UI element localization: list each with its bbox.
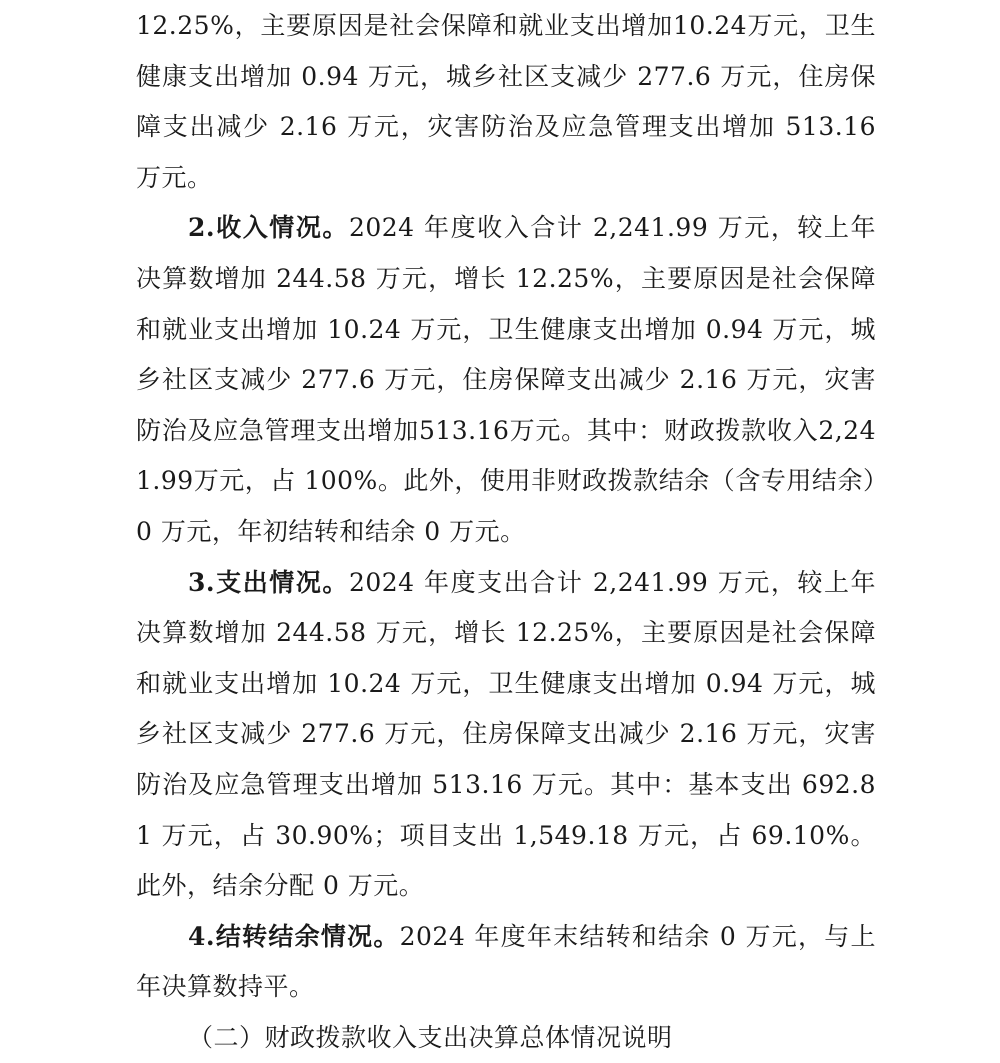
paragraph-heading: 2.收入情况。 <box>188 213 349 243</box>
paragraph-carryover <box>136 912 876 1013</box>
document-body <box>136 0 876 1063</box>
paragraph-income <box>136 203 876 557</box>
paragraph-text: 2024 年度支出合计 2,241.99 万元，较上年决算数增加 244.58 万元，增长 12.25%，主要原因是社会保障和就业支出增加 10.24 万元，卫生健康支出增加 0.94 万元，城乡社区支减少 277.6 万元，住房保障支出减少 2.16 万元，灾害防治及应急管理支出增加 513.16 万元。其中：基本支出 692.81 万元，占 30.90%；项目支出 1,549.18 万元，占 69.10%。此外，结余分配 0 万元。 <box>136 567 876 901</box>
paragraph-text: 2024 年度收入合计 2,241.99 万元，较上年决算数增加 244.58 万元，增长 12.25%，主要原因是社会保障和就业支出增加 10.24 万元，卫生健康支出增加 0.94 万元，城乡社区支减少 277.6 万元，住房保障支出减少 2.16 万元，灾害防治及应急管理支出增加513.16万元。其中：财政拨款收入2,241.99万元，占 100%。此外，使用非财政拨款结余（含专用结余）0 万元，年初结转和结余 0 万元。 <box>136 213 876 546</box>
paragraph-text: 12.25%，主要原因是社会保障和就业支出增加10.24万元，卫生健康支出增加 0.94 万元，城乡社区支减少 277.6 万元，住房保障支出减少 2.16 万元，灾害防治及应急管理支出增加 513.16 万元。 <box>136 11 876 192</box>
paragraph-continuation <box>136 1 876 203</box>
section-heading: （二）财政拨款收入支出决算总体情况说明 <box>188 1022 673 1052</box>
paragraph-heading: 4.结转结余情况。 <box>188 921 400 951</box>
paragraph-heading: 3.支出情况。 <box>188 567 349 597</box>
paragraph-text: 2024 年度年末结转和结余 0 万元，与上年决算数持平。 <box>136 921 876 1002</box>
paragraph-expenditure <box>136 558 876 912</box>
